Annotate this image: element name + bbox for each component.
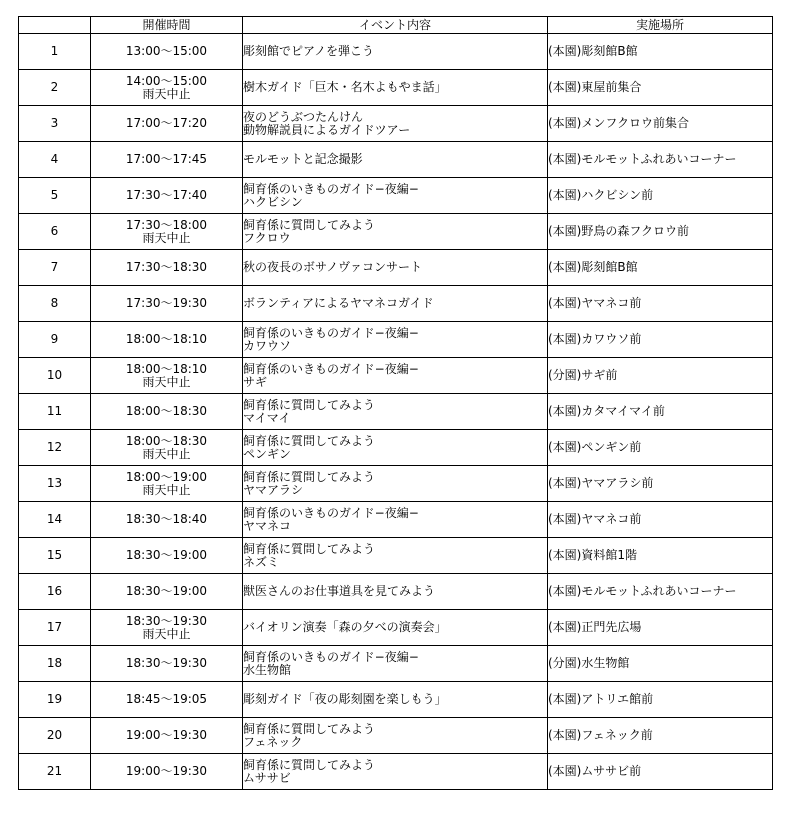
place-cell: (分園)水生物館 bbox=[548, 646, 773, 682]
table-row bbox=[19, 214, 773, 250]
header-event: イベント内容 bbox=[243, 17, 548, 34]
row-number: 14 bbox=[19, 502, 91, 538]
table-row bbox=[19, 106, 773, 142]
time-cell bbox=[91, 142, 243, 178]
event-cell bbox=[243, 322, 548, 358]
table-row bbox=[19, 322, 773, 358]
time-cell bbox=[91, 106, 243, 142]
row-number: 16 bbox=[19, 574, 91, 610]
place-cell: (本園)モルモットふれあいコーナー bbox=[548, 574, 773, 610]
time-range: 18:00〜18:30 bbox=[125, 433, 208, 448]
time-cell bbox=[91, 574, 243, 610]
event-title: 飼育係に質問してみよう bbox=[243, 397, 376, 412]
table-row bbox=[19, 250, 773, 286]
event-title: 飼育係に質問してみよう bbox=[243, 721, 376, 736]
place-cell: (本園)カワウソ前 bbox=[548, 322, 773, 358]
row-number: 4 bbox=[19, 142, 91, 178]
event-title: 飼育係のいきものガイド−夜編− bbox=[243, 505, 419, 520]
rain-cancel-note: 雨天中止 bbox=[142, 230, 191, 245]
event-subtitle: カワウソ bbox=[243, 338, 292, 353]
row-number: 6 bbox=[19, 214, 91, 250]
event-title: ボランティアによるヤマネコガイド bbox=[243, 296, 434, 310]
place-cell: (本園)カタマイマイ前 bbox=[548, 394, 773, 430]
event-cell bbox=[243, 502, 548, 538]
event-title: 飼育係に質問してみよう bbox=[243, 541, 376, 556]
table-row bbox=[19, 574, 773, 610]
event-cell bbox=[243, 718, 548, 754]
row-number: 10 bbox=[19, 358, 91, 394]
event-cell bbox=[243, 142, 548, 178]
time-range: 18:30〜19:00 bbox=[125, 548, 208, 562]
time-range: 17:30〜18:00 bbox=[125, 217, 208, 232]
row-number: 20 bbox=[19, 718, 91, 754]
place-cell: (本園)モルモットふれあいコーナー bbox=[548, 142, 773, 178]
event-title: 飼育係のいきものガイド−夜編− bbox=[243, 361, 419, 376]
time-cell bbox=[91, 178, 243, 214]
time-cell bbox=[91, 466, 243, 502]
event-title: 飼育係に質問してみよう bbox=[243, 469, 376, 484]
place-cell: (本園)東屋前集合 bbox=[548, 70, 773, 106]
event-title: 夜のどうぶつたんけん bbox=[243, 109, 364, 124]
event-title: 飼育係のいきものガイド−夜編− bbox=[243, 649, 419, 664]
rain-cancel-note: 雨天中止 bbox=[142, 482, 191, 497]
event-title: 飼育係のいきものガイド−夜編− bbox=[243, 181, 419, 196]
time-range: 18:45〜19:05 bbox=[125, 692, 208, 706]
event-cell bbox=[243, 394, 548, 430]
time-cell bbox=[91, 682, 243, 718]
event-title: 飼育係に質問してみよう bbox=[243, 757, 376, 772]
table-row bbox=[19, 466, 773, 502]
time-range: 17:00〜17:45 bbox=[125, 152, 208, 166]
row-number: 21 bbox=[19, 754, 91, 790]
event-cell bbox=[243, 682, 548, 718]
event-subtitle: ヤマアラシ bbox=[243, 482, 304, 497]
row-number: 12 bbox=[19, 430, 91, 466]
time-cell bbox=[91, 430, 243, 466]
event-cell bbox=[243, 358, 548, 394]
time-cell bbox=[91, 70, 243, 106]
place-cell: (本園)正門先広場 bbox=[548, 610, 773, 646]
header-no bbox=[19, 17, 91, 34]
time-range: 18:00〜18:30 bbox=[125, 404, 208, 418]
event-title: 飼育係に質問してみよう bbox=[243, 217, 376, 232]
event-schedule-table bbox=[18, 16, 773, 790]
event-cell bbox=[243, 538, 548, 574]
row-number: 2 bbox=[19, 70, 91, 106]
table-row bbox=[19, 70, 773, 106]
event-cell bbox=[243, 250, 548, 286]
event-cell bbox=[243, 70, 548, 106]
place-cell: (本園)野鳥の森フクロウ前 bbox=[548, 214, 773, 250]
table-row bbox=[19, 430, 773, 466]
event-subtitle: ペンギン bbox=[243, 446, 291, 461]
time-range: 14:00〜15:00 bbox=[125, 73, 208, 88]
table-row bbox=[19, 286, 773, 322]
table-row bbox=[19, 394, 773, 430]
event-cell bbox=[243, 646, 548, 682]
table-row bbox=[19, 502, 773, 538]
time-cell bbox=[91, 394, 243, 430]
place-cell: (本園)彫刻館B館 bbox=[548, 34, 773, 70]
event-subtitle: ムササビ bbox=[243, 770, 291, 785]
header-place: 実施場所 bbox=[548, 17, 773, 34]
row-number: 15 bbox=[19, 538, 91, 574]
table-row bbox=[19, 610, 773, 646]
event-cell bbox=[243, 34, 548, 70]
place-cell: (本園)ペンギン前 bbox=[548, 430, 773, 466]
row-number: 17 bbox=[19, 610, 91, 646]
place-cell: (本園)ヤマネコ前 bbox=[548, 502, 773, 538]
table-row bbox=[19, 754, 773, 790]
event-title: 樹木ガイド「巨木・名木よもやま話」 bbox=[243, 80, 447, 94]
time-range: 13:00〜15:00 bbox=[125, 44, 208, 58]
row-number: 3 bbox=[19, 106, 91, 142]
table-row bbox=[19, 358, 773, 394]
table-row bbox=[19, 142, 773, 178]
time-range: 19:00〜19:30 bbox=[125, 764, 208, 778]
time-cell bbox=[91, 754, 243, 790]
time-range: 18:00〜18:10 bbox=[125, 332, 208, 346]
event-cell bbox=[243, 106, 548, 142]
time-range: 18:30〜19:30 bbox=[125, 656, 208, 670]
place-cell: (本園)ハクビシン前 bbox=[548, 178, 773, 214]
place-cell: (本園)彫刻館B館 bbox=[548, 250, 773, 286]
event-cell bbox=[243, 466, 548, 502]
place-cell: (本園)ヤマネコ前 bbox=[548, 286, 773, 322]
row-number: 1 bbox=[19, 34, 91, 70]
event-cell bbox=[243, 610, 548, 646]
event-subtitle: 動物解説員によるガイドツアー bbox=[243, 122, 411, 137]
time-cell bbox=[91, 214, 243, 250]
time-cell bbox=[91, 286, 243, 322]
event-cell bbox=[243, 754, 548, 790]
event-subtitle: サギ bbox=[243, 374, 268, 389]
place-cell: (本園)資料館1階 bbox=[548, 538, 773, 574]
row-number: 11 bbox=[19, 394, 91, 430]
event-subtitle: ヤマネコ bbox=[243, 518, 292, 533]
row-number: 7 bbox=[19, 250, 91, 286]
table-row bbox=[19, 178, 773, 214]
event-title: 秋の夜長のボサノヴァコンサート bbox=[243, 260, 423, 274]
rain-cancel-note: 雨天中止 bbox=[142, 86, 191, 101]
time-range: 17:30〜19:30 bbox=[125, 296, 208, 310]
event-cell bbox=[243, 574, 548, 610]
rain-cancel-note: 雨天中止 bbox=[142, 374, 191, 389]
place-cell: (本園)メンフクロウ前集合 bbox=[548, 106, 773, 142]
event-title: 獣医さんのお仕事道具を見てみよう bbox=[243, 584, 436, 598]
time-range: 19:00〜19:30 bbox=[125, 728, 208, 742]
event-title: 飼育係のいきものガイド−夜編− bbox=[243, 325, 419, 340]
event-title: 彫刻ガイド「夜の彫刻園を楽しもう」 bbox=[243, 692, 447, 706]
place-cell: (本園)ヤマアラシ前 bbox=[548, 466, 773, 502]
row-number: 8 bbox=[19, 286, 91, 322]
time-cell bbox=[91, 322, 243, 358]
time-range: 18:30〜18:40 bbox=[125, 512, 208, 526]
event-cell bbox=[243, 286, 548, 322]
place-cell: (分園)サギ前 bbox=[548, 358, 773, 394]
time-cell bbox=[91, 502, 243, 538]
row-number: 18 bbox=[19, 646, 91, 682]
event-subtitle: 水生物館 bbox=[243, 662, 292, 677]
row-number: 13 bbox=[19, 466, 91, 502]
time-range: 18:30〜19:00 bbox=[125, 584, 208, 598]
time-cell bbox=[91, 718, 243, 754]
table-row bbox=[19, 682, 773, 718]
table-row bbox=[19, 718, 773, 754]
event-subtitle: フェネック bbox=[243, 734, 303, 749]
event-subtitle: フクロウ bbox=[243, 230, 291, 245]
table-row bbox=[19, 34, 773, 70]
time-cell bbox=[91, 358, 243, 394]
table-row bbox=[19, 538, 773, 574]
time-range: 18:00〜19:00 bbox=[125, 469, 208, 484]
time-range: 17:30〜17:40 bbox=[125, 188, 208, 202]
event-title: モルモットと記念撮影 bbox=[243, 152, 363, 166]
rain-cancel-note: 雨天中止 bbox=[142, 626, 191, 641]
event-subtitle: マイマイ bbox=[243, 410, 291, 425]
header-row bbox=[19, 17, 773, 34]
time-range: 17:00〜17:20 bbox=[125, 116, 208, 130]
time-cell bbox=[91, 250, 243, 286]
event-subtitle: ハクビシン bbox=[243, 194, 303, 209]
time-cell bbox=[91, 538, 243, 574]
header-time: 開催時間 bbox=[91, 17, 243, 34]
place-cell: (本園)アトリエ館前 bbox=[548, 682, 773, 718]
place-cell: (本園)フェネック前 bbox=[548, 718, 773, 754]
event-subtitle: ネズミ bbox=[243, 554, 280, 569]
time-cell bbox=[91, 646, 243, 682]
row-number: 5 bbox=[19, 178, 91, 214]
event-cell bbox=[243, 430, 548, 466]
table-row bbox=[19, 646, 773, 682]
event-cell bbox=[243, 178, 548, 214]
time-range: 18:30〜19:30 bbox=[125, 613, 208, 628]
time-cell bbox=[91, 610, 243, 646]
time-range: 17:30〜18:30 bbox=[125, 260, 208, 274]
row-number: 9 bbox=[19, 322, 91, 358]
event-title: バイオリン演奏「森の夕べの演奏会」 bbox=[243, 620, 447, 634]
event-cell bbox=[243, 214, 548, 250]
time-range: 18:00〜18:10 bbox=[125, 361, 208, 376]
place-cell: (本園)ムササビ前 bbox=[548, 754, 773, 790]
schedule-body bbox=[19, 34, 773, 790]
rain-cancel-note: 雨天中止 bbox=[142, 446, 191, 461]
event-title: 飼育係に質問してみよう bbox=[243, 433, 376, 448]
time-cell bbox=[91, 34, 243, 70]
row-number: 19 bbox=[19, 682, 91, 718]
event-title: 彫刻館でピアノを弾こう bbox=[243, 44, 375, 58]
